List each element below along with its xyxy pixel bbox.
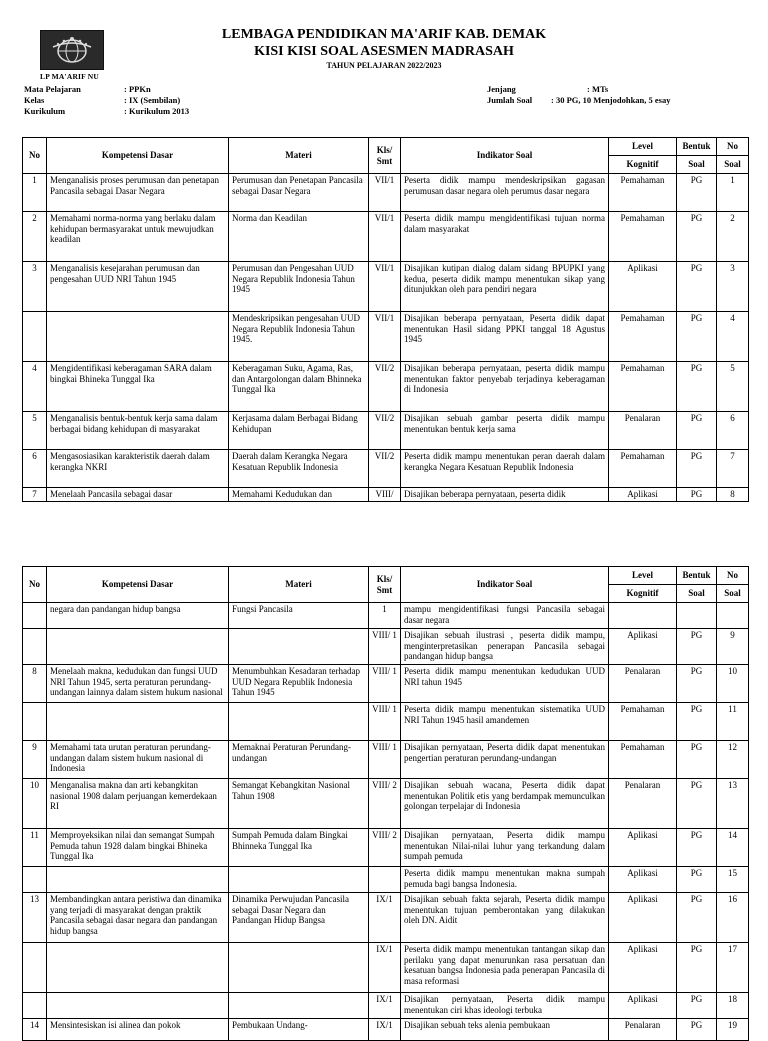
materi-cell: [229, 943, 369, 993]
table-row: [23, 893, 749, 943]
kelas-semester-cell: VIII/ 1: [369, 741, 401, 779]
materi-cell: Mendeskripsikan pengesahan UUD Negara Republik Indonesia Tahun 1945.: [229, 312, 369, 362]
bentuk-soal-cell: [677, 603, 717, 629]
level-kognitif-cell: Penalaran: [609, 1019, 677, 1041]
kelas-semester-cell: IX/1: [369, 943, 401, 993]
row-number: 7: [23, 488, 47, 502]
header-no: No: [23, 138, 47, 174]
level-kognitif-cell: Aplikasi: [609, 829, 677, 867]
header-level: Level: [609, 138, 677, 156]
row-number: 13: [23, 893, 47, 943]
bentuk-soal-cell: PG: [677, 665, 717, 703]
level-kognitif-cell: Pemahaman: [609, 362, 677, 412]
header-kls: Kls/ Smt: [369, 138, 401, 174]
row-number: 14: [23, 1019, 47, 1041]
bentuk-soal-cell: PG: [677, 212, 717, 262]
row-number: 1: [23, 174, 47, 212]
logo-caption: LP MA'ARIF NU: [40, 72, 99, 81]
bentuk-soal-cell: PG: [677, 174, 717, 212]
level-kognitif-cell: Aplikasi: [609, 943, 677, 993]
row-number: 8: [23, 665, 47, 703]
kompetensi-dasar-cell: [47, 703, 229, 741]
header-kd: Kompetensi Dasar: [47, 567, 229, 603]
institution-title: LEMBAGA PENDIDIKAN MA'ARIF KAB. DEMAK: [221, 27, 547, 42]
header-materi: Materi: [229, 567, 369, 603]
document-header: [0, 26, 768, 72]
level-kognitif-cell: Pemahaman: [609, 312, 677, 362]
table-row: [23, 703, 749, 741]
header-kls: Kls/ Smt: [369, 567, 401, 603]
header-no-soal: No: [717, 138, 749, 156]
kelas-semester-cell: VII/1: [369, 262, 401, 312]
header-materi: Materi: [229, 138, 369, 174]
bentuk-soal-cell: PG: [677, 262, 717, 312]
kelas-semester-cell: VII/2: [369, 412, 401, 450]
indikator-cell: Disajikan kutipan dialog dalam sidang BPUPKI yang kedua, peserta didik mampu menentukan sikap yang ditunjukkan oleh para pendiri negara: [401, 262, 609, 312]
table-row: [23, 943, 749, 993]
kompetensi-dasar-cell: Mengidentifikasi keberagaman SARA dalam bingkai Bhineka Tunggal Ika: [47, 362, 229, 412]
level-kognitif-cell: Pemahaman: [609, 174, 677, 212]
kelas-semester-cell: VIII/ 1: [369, 703, 401, 741]
nomor-soal-cell: 7: [717, 450, 749, 488]
table-row: [23, 488, 749, 502]
bentuk-soal-cell: PG: [677, 362, 717, 412]
materi-cell: Semangat Kebangkitan Nasional Tahun 1908: [229, 779, 369, 829]
table-row: [23, 212, 749, 262]
header-soal-2: Soal: [717, 585, 749, 603]
kelas-semester-cell: VII/1: [369, 212, 401, 262]
meta-right: [487, 84, 670, 106]
table-row: [23, 450, 749, 488]
bentuk-soal-cell: PG: [677, 412, 717, 450]
table-row: [23, 829, 749, 867]
kompetensi-dasar-cell: Mengasosiasikan karakteristik daerah dalam kerangka NKRI: [47, 450, 229, 488]
kelas-semester-cell: VII/1: [369, 312, 401, 362]
kompetensi-dasar-cell: [47, 867, 229, 893]
nomor-soal-cell: 12: [717, 741, 749, 779]
indikator-cell: Disajikan beberapa pernyataan, peserta didik mampu menentukan faktor penyebab terjadinya keberagaman di Indonesia: [401, 362, 609, 412]
indikator-cell: Peserta didik mampu menentukan makna sumpah pemuda bagi bangsa Indonesia.: [401, 867, 609, 893]
kompetensi-dasar-cell: [47, 993, 229, 1019]
header-no-soal: No: [717, 567, 749, 585]
nomor-soal-cell: 5: [717, 362, 749, 412]
row-number: [23, 993, 47, 1019]
header-level: Level: [609, 567, 677, 585]
level-kognitif-cell: Aplikasi: [609, 867, 677, 893]
indikator-cell: Disajikan beberapa pernyataan, Peserta didik dapat menentukan Hasil sidang PPKI tanggal 18 Agustus 1945: [401, 312, 609, 362]
row-number: 9: [23, 741, 47, 779]
kompetensi-dasar-cell: Menelaah Pancasila sebagai dasar: [47, 488, 229, 502]
level-kognitif-cell: Aplikasi: [609, 629, 677, 665]
materi-cell: Daerah dalam Kerangka Negara Kesatuan Republik Indonesia: [229, 450, 369, 488]
level-kognitif-cell: [609, 603, 677, 629]
nomor-soal-cell: 11: [717, 703, 749, 741]
bentuk-soal-cell: PG: [677, 703, 717, 741]
level-kognitif-cell: Aplikasi: [609, 488, 677, 502]
kelas-semester-cell: IX/1: [369, 893, 401, 943]
level-kognitif-cell: Penalaran: [609, 779, 677, 829]
nomor-soal-cell: 10: [717, 665, 749, 703]
meta-row-jenjang: Jenjang : MTs: [487, 84, 609, 94]
indikator-cell: Disajikan pernyataan, Peserta didik dapat menentukan pengertian peraturan perundang-undangan: [401, 741, 609, 779]
level-kognitif-cell: Aplikasi: [609, 262, 677, 312]
nomor-soal-cell: 4: [717, 312, 749, 362]
materi-cell: Perumusan dan Pengesahan UUD Negara Republik Indonesia Tahun 1945: [229, 262, 369, 312]
bentuk-soal-cell: PG: [677, 488, 717, 502]
kompetensi-dasar-cell: Menganalisis kesejarahan perumusan dan pengesahan UUD NRI Tahun 1945: [47, 262, 229, 312]
indikator-cell: Disajikan pernyataan, Peserta didik mampu menentukan Nilai-nilai luhur yang terkandung dalam sumpah pemuda: [401, 829, 609, 867]
indikator-cell: Disajikan sebuah wacana, Peserta didik dapat menentukan Politik etis yang berdampak memunculkan golongan terpelajar di Indonesia: [401, 779, 609, 829]
materi-cell: Fungsi Pancasila: [229, 603, 369, 629]
meta-row-kurikulum: Kurikulum : Kurikulum 2013: [24, 106, 190, 116]
bentuk-soal-cell: PG: [677, 867, 717, 893]
materi-cell: [229, 867, 369, 893]
nomor-soal-cell: 1: [717, 174, 749, 212]
nomor-soal-cell: 6: [717, 412, 749, 450]
materi-cell: [229, 703, 369, 741]
row-number: [23, 867, 47, 893]
row-number: [23, 312, 47, 362]
kelas-semester-cell: VIII/ 2: [369, 829, 401, 867]
row-number: [23, 943, 47, 993]
row-number: [23, 703, 47, 741]
bentuk-soal-cell: PG: [677, 829, 717, 867]
indikator-cell: Peserta didik mampu mengidentifikasi tujuan norma dalam masyarakat: [401, 212, 609, 262]
materi-cell: Menumbuhkan Kesadaran terhadap UUD Negara Republik Indonesia Tahun 1945: [229, 665, 369, 703]
table-row: [23, 412, 749, 450]
row-number: 11: [23, 829, 47, 867]
table-row: [23, 779, 749, 829]
indikator-cell: Disajikan pernyataan, Peserta didik mampu menentukan ciri khas ideologi terbuka: [401, 993, 609, 1019]
table-row: [23, 993, 749, 1019]
indikator-cell: Disajikan sebuah ilustrasi , peserta didik mampu, menginterpretasikan penerapan Pancasila sebagai pandangan hidup bangsa: [401, 629, 609, 665]
nomor-soal-cell: 8: [717, 488, 749, 502]
bentuk-soal-cell: PG: [677, 450, 717, 488]
level-kognitif-cell: Penalaran: [609, 412, 677, 450]
table-row: [23, 312, 749, 362]
kelas-semester-cell: VII/1: [369, 174, 401, 212]
kompetensi-dasar-cell: Membandingkan antara peristiwa dan dinamika yang terjadi di masyarakat dengan praktik Pancasila sebagai dasar negara dan pandangan hidup bangsa: [47, 893, 229, 943]
indikator-cell: mampu mengidentifikasi fungsi Pancasila sebagai dasar negara: [401, 603, 609, 629]
kisi-table-2: [22, 566, 749, 1041]
bentuk-soal-cell: PG: [677, 779, 717, 829]
nomor-soal-cell: 14: [717, 829, 749, 867]
bentuk-soal-cell: PG: [677, 741, 717, 779]
table-row: [23, 665, 749, 703]
table-row: [23, 262, 749, 312]
bentuk-soal-cell: PG: [677, 629, 717, 665]
header-bentuk: Bentuk: [677, 138, 717, 156]
kompetensi-dasar-cell: Menganalisis proses perumusan dan penetapan Pancasila sebagai Dasar Negara: [47, 174, 229, 212]
table-row: [23, 174, 749, 212]
kompetensi-dasar-cell: [47, 312, 229, 362]
bentuk-soal-cell: PG: [677, 943, 717, 993]
header-soal: Soal: [677, 585, 717, 603]
nomor-soal-cell: 13: [717, 779, 749, 829]
kelas-semester-cell: VIII/ 1: [369, 665, 401, 703]
kelas-semester-cell: VIII/: [369, 488, 401, 502]
header-kognitif: Kognitif: [609, 156, 677, 174]
level-kognitif-cell: Pemahaman: [609, 703, 677, 741]
materi-cell: [229, 993, 369, 1019]
nomor-soal-cell: [717, 603, 749, 629]
row-number: 6: [23, 450, 47, 488]
row-number: [23, 603, 47, 629]
kompetensi-dasar-cell: Memproyeksikan nilai dan semangat Sumpah Pemuda tahun 1928 dalam bingkai Bhineka Tunggal Ika: [47, 829, 229, 867]
nomor-soal-cell: 17: [717, 943, 749, 993]
indikator-cell: Disajikan sebuah teks alenia pembukaan: [401, 1019, 609, 1041]
kompetensi-dasar-cell: Menganalisa makna dan arti kebangkitan nasional 1908 dalam perjuangan kemerdekaan RI: [47, 779, 229, 829]
kompetensi-dasar-cell: [47, 629, 229, 665]
indikator-cell: Disajikan beberapa pernyataan, peserta didik: [401, 488, 609, 502]
bentuk-soal-cell: PG: [677, 312, 717, 362]
bentuk-soal-cell: PG: [677, 993, 717, 1019]
header-kognitif: Kognitif: [609, 585, 677, 603]
header-indikator: Indikator Soal: [401, 138, 609, 174]
indikator-cell: Disajikan sebuah fakta sejarah, Peserta didik mampu menentukan tujuan pemberontakan yang dilakukan oleh DN. Aidit: [401, 893, 609, 943]
table-row: [23, 867, 749, 893]
header-no: No: [23, 567, 47, 603]
indikator-cell: Peserta didik mampu menentukan kedudukan UUD NRI tahun 1945: [401, 665, 609, 703]
indikator-cell: Peserta didik mampu menentukan peran daerah dalam kerangka Negara Kesatuan Republik Indonesia: [401, 450, 609, 488]
materi-cell: [229, 629, 369, 665]
kelas-semester-cell: IX/1: [369, 993, 401, 1019]
kelas-semester-cell: VIII/ 2: [369, 779, 401, 829]
kompetensi-dasar-cell: Menelaah makna, kedudukan dan fungsi UUD NRI Tahun 1945, serta peraturan perundang-undangan lainnya dalam sistem hukum nasional: [47, 665, 229, 703]
nomor-soal-cell: 2: [717, 212, 749, 262]
table-row: [23, 741, 749, 779]
kelas-semester-cell: IX/1: [369, 1019, 401, 1041]
level-kognitif-cell: Pemahaman: [609, 450, 677, 488]
header-soal-2: Soal: [717, 156, 749, 174]
academic-year: TAHUN PELAJARAN 2022/2023: [326, 61, 442, 70]
row-number: 5: [23, 412, 47, 450]
kompetensi-dasar-cell: negara dan pandangan hidup bangsa: [47, 603, 229, 629]
header-bentuk: Bentuk: [677, 567, 717, 585]
row-number: [23, 629, 47, 665]
nomor-soal-cell: 9: [717, 629, 749, 665]
document-title: KISI KISI SOAL ASESMEN MADRASAH: [254, 44, 514, 59]
materi-cell: Kerjasama dalam Berbagai Bidang Kehidupan: [229, 412, 369, 450]
meta-row-mapel: Mata Pelajaran : PPKn: [24, 84, 151, 94]
kelas-semester-cell: VIII/ 1: [369, 629, 401, 665]
meta-row-jumlah: Jumlah Soal : 30 PG, 10 Menjodohkan, 5 esay: [487, 95, 671, 105]
table-row: [23, 603, 749, 629]
materi-cell: Perumusan dan Penetapan Pancasila sebagai Dasar Negara: [229, 174, 369, 212]
materi-cell: Memahami Kedudukan dan: [229, 488, 369, 502]
row-number: 2: [23, 212, 47, 262]
kelas-semester-cell: 1: [369, 603, 401, 629]
materi-cell: Norma dan Keadilan: [229, 212, 369, 262]
nomor-soal-cell: 3: [717, 262, 749, 312]
materi-cell: Pembukaan Undang-: [229, 1019, 369, 1041]
kompetensi-dasar-cell: [47, 943, 229, 993]
materi-cell: Sumpah Pemuda dalam Bingkai Bhinneka Tunggal Ika: [229, 829, 369, 867]
materi-cell: Keberagaman Suku, Agama, Ras, dan Antargolongan dalam Bhinneka Tunggal Ika: [229, 362, 369, 412]
level-kognitif-cell: Pemahaman: [609, 212, 677, 262]
indikator-cell: Peserta didik mampu menentukan tantangan sikap dan perilaku yang dapat menurunkan rasa persatuan dan kesatuan bangsa Indonesia pada penerapan Pancasila di masa reformasi: [401, 943, 609, 993]
nomor-soal-cell: 16: [717, 893, 749, 943]
table-row: [23, 1019, 749, 1041]
row-number: 4: [23, 362, 47, 412]
nomor-soal-cell: 19: [717, 1019, 749, 1041]
header-soal: Soal: [677, 156, 717, 174]
materi-cell: Dinamika Perwujudan Pancasila sebagai Dasar Negara dan Pandangan Hidup Bangsa: [229, 893, 369, 943]
table-row: [23, 362, 749, 412]
materi-cell: Memaknai Peraturan Perundang-undangan: [229, 741, 369, 779]
level-kognitif-cell: Aplikasi: [609, 893, 677, 943]
bentuk-soal-cell: PG: [677, 893, 717, 943]
row-number: 10: [23, 779, 47, 829]
nomor-soal-cell: 15: [717, 867, 749, 893]
meta-row-kelas: Kelas : IX (Sembilan): [24, 95, 181, 105]
indikator-cell: Disajikan sebuah gambar peserta didik mampu menentukan bentuk kerja sama: [401, 412, 609, 450]
kompetensi-dasar-cell: Memahami tata urutan peraturan perundang-undangan dalam sistem hukum nasional di Indonesia: [47, 741, 229, 779]
level-kognitif-cell: Penalaran: [609, 665, 677, 703]
meta-left: [24, 84, 189, 117]
level-kognitif-cell: Aplikasi: [609, 993, 677, 1019]
kompetensi-dasar-cell: Menganalisis bentuk-bentuk kerja sama dalam berbagai bidang kehidupan di masyarakat: [47, 412, 229, 450]
kelas-semester-cell: VII/2: [369, 362, 401, 412]
kompetensi-dasar-cell: Memahami norma-norma yang berlaku dalam kehidupan bermasyarakat untuk mewujudkan keadilan: [47, 212, 229, 262]
indikator-cell: Peserta didik mampu menentukan sistematika UUD NRI Tahun 1945 hasil amandemen: [401, 703, 609, 741]
kelas-semester-cell: VII/2: [369, 450, 401, 488]
nomor-soal-cell: 18: [717, 993, 749, 1019]
indikator-cell: Peserta didik mampu mendeskripsikan gagasan perumusan dasar negara oleh perumus dasar negara: [401, 174, 609, 212]
row-number: 3: [23, 262, 47, 312]
kisi-table-1: [22, 137, 749, 502]
header-kd: Kompetensi Dasar: [47, 138, 229, 174]
bentuk-soal-cell: PG: [677, 1019, 717, 1041]
table-row: [23, 629, 749, 665]
kelas-semester-cell: [369, 867, 401, 893]
level-kognitif-cell: Pemahaman: [609, 741, 677, 779]
header-indikator: Indikator Soal: [401, 567, 609, 603]
kompetensi-dasar-cell: Mensintesiskan isi alinea dan pokok: [47, 1019, 229, 1041]
